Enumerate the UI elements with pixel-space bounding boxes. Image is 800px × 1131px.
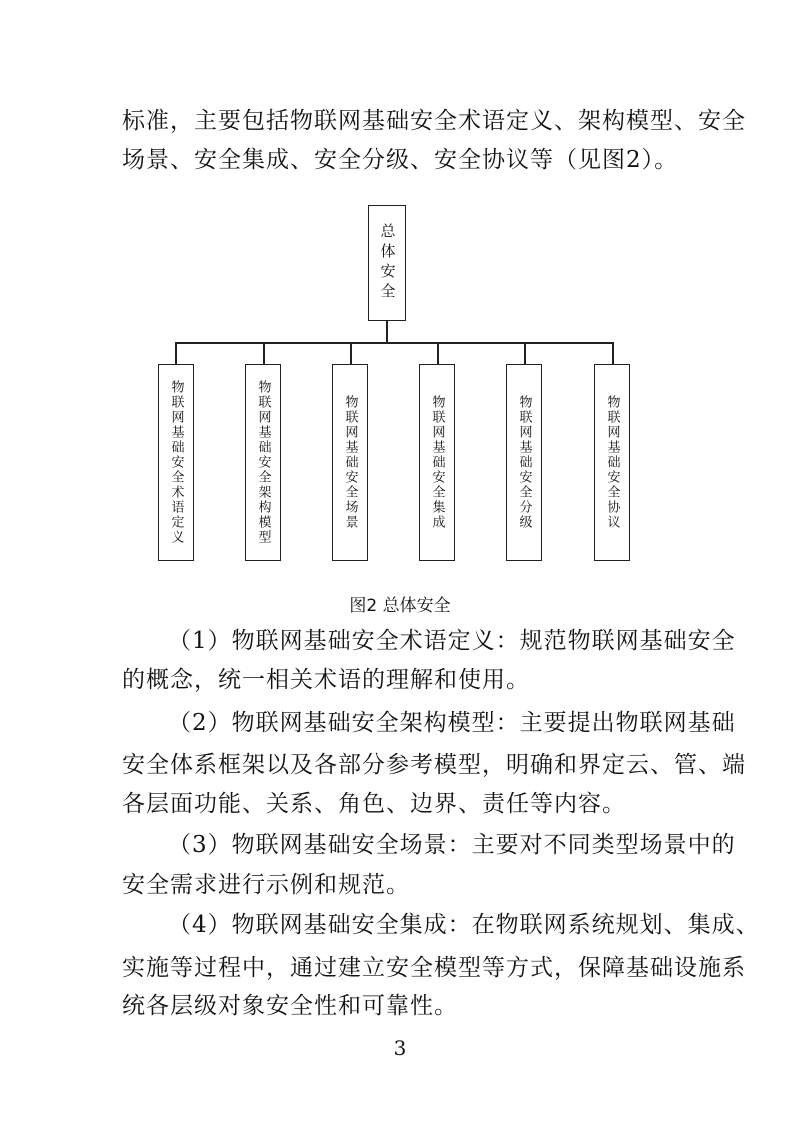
root-box — [368, 205, 406, 321]
intro-line-2: 场景、安全集成、安全分级、安全协议等（见图2）。 — [122, 147, 679, 173]
figure-caption: 图2 总体安全 — [349, 596, 451, 616]
paragraph-line: 的概念，统一相关术语的理解和使用。 — [122, 667, 530, 693]
paragraph-line: 统各层级对象安全性和可靠性。 — [122, 993, 458, 1019]
paragraph-line: 实施等过程中，通过建立安全模型等方式，保障基础设施系 — [122, 955, 746, 981]
child-label: 物联网基础安全集成 — [429, 395, 445, 530]
child-label: 物联网基础安全协议 — [604, 395, 620, 530]
child-label: 物联网基础安全分级 — [516, 395, 532, 530]
child-box-scenario — [332, 364, 368, 561]
child-connector — [612, 342, 614, 364]
child-box-classification — [506, 364, 542, 561]
paragraph-line: 各层面功能、关系、角色、边界、责任等内容。 — [122, 791, 626, 817]
paragraph-line: （1）物联网基础安全术语定义：规范物联网基础安全 — [168, 628, 736, 654]
paragraph-line: （4）物联网基础安全集成：在物联网系统规划、集成、 — [168, 912, 760, 938]
child-box-protocol — [594, 364, 630, 561]
root-connector — [386, 321, 388, 343]
paragraph-line: 安全需求进行示例和规范。 — [122, 872, 410, 898]
child-label: 物联网基础安全架构模型 — [255, 380, 271, 545]
paragraph-line: 安全体系框架以及各部分参考模型，明确和界定云、管、端 — [122, 752, 746, 778]
paragraph-line: （2）物联网基础安全架构模型：主要提出物联网基础 — [168, 710, 736, 736]
child-box-integration — [419, 364, 455, 561]
child-box-terminology — [158, 364, 194, 561]
child-label: 物联网基础安全场景 — [342, 395, 358, 530]
child-connector — [524, 342, 526, 364]
child-label: 物联网基础安全术语定义 — [168, 380, 184, 545]
root-label: 总体安全 — [378, 223, 397, 303]
child-connector — [437, 342, 439, 364]
paragraph-line: （3）物联网基础安全场景：主要对不同类型场景中的 — [168, 832, 736, 858]
child-connector — [175, 342, 177, 364]
child-box-architecture — [245, 364, 281, 561]
child-connector — [263, 342, 265, 364]
page-number: 3 — [393, 1036, 407, 1060]
horizontal-connector — [175, 342, 612, 344]
intro-line-1: 标准，主要包括物联网基础安全术语定义、架构模型、安全 — [122, 108, 746, 134]
child-connector — [350, 342, 352, 364]
